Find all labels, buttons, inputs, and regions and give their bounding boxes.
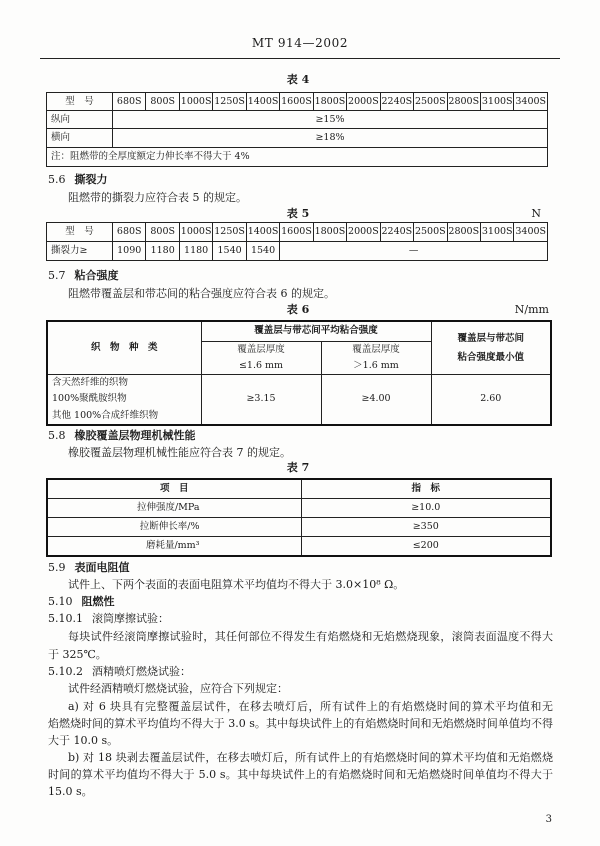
table-4-header-row [47,93,548,111]
clause-number: 5.7 [48,269,66,282]
clause-text: 阻燃带的撕裂力应符合表 5 的规定。 [68,191,247,204]
model-cell: 1800S [313,93,346,111]
row-value: ≥18% [113,129,548,148]
paragraph-line: 每块试件经滚筒摩擦试验时，其任何部位不得发生有焰燃烧和无焰燃烧现象，滚筒表面温度不得大 [68,630,553,643]
list-item-line: 时间的算术平均值均不得大于 5.0 s。其中每块试件上的有焰燃烧时间和无焰燃烧时间单值均不得大于 [48,768,553,781]
list-item-line: 15.0 s。 [48,785,93,798]
table-6-caption: 表 6 [286,303,310,316]
document-code: MT 914—2002 [251,36,349,50]
clause-number: 5.8 [48,429,66,442]
clause-intro: 试件经酒精喷灯燃烧试验，应符合下列规定： [68,682,288,695]
clause-number: 5.10 [48,595,73,608]
header-line: 粘合强度最小值 [457,351,525,363]
clause-heading [48,267,119,284]
model-cell: 2240S [380,93,413,111]
model-cell: 3400S [514,93,548,111]
dash-cell: — [280,242,548,261]
model-cell: 1800S [313,223,346,242]
model-cell: 2800S [447,223,480,242]
thin-cover-header [201,341,321,374]
list-item-line: a) 对 6 块具有完整覆盖层试件，在移去喷灯后，所有试件上的有焰燃烧时间的算术平均值和无 [68,700,553,713]
table-note: 注：阻燃带的全厚度额定力伸长率不得大于 4% [47,148,548,167]
value-cell: ≥10.0 [301,498,551,517]
model-cell: 2000S [347,93,380,111]
model-cell: 3100S [480,93,513,111]
clause-title: 粘合强度 [74,269,119,282]
model-cell: 1400S [246,223,279,242]
value-cell: 1540 [246,242,279,261]
model-cell: 3100S [480,223,513,242]
value-cell: 2.60 [431,374,551,425]
value-cell: ≤200 [301,536,551,556]
model-label: 型 号 [47,223,113,242]
clause-title: 撕裂力 [74,173,108,186]
header-line: 覆盖层厚度 [352,343,400,355]
value-cell: 1090 [113,242,146,261]
table-6 [46,320,552,426]
clause-heading [48,427,196,444]
table-4 [46,92,548,167]
fabric-item: 其他 100%合成纤维织物 [52,409,159,421]
header-line: ≤1.6 mm [238,359,284,371]
model-cell: 2000S [347,223,380,242]
table-7-caption: 表 7 [286,461,310,474]
model-cell: 1250S [213,223,246,242]
model-cell: 1600S [280,93,313,111]
fabric-type-header: 织 物 种 类 [47,321,201,374]
model-cell: 1000S [179,93,212,111]
fabric-item: 含天然纤维的织物 [52,376,129,388]
average-strength-header: 覆盖层与带芯间平均粘合强度 [201,321,431,341]
list-item-line: 大于 10.0 s。 [48,734,119,747]
item-cell: 拉伸强度/MPa [47,498,301,517]
table-7 [46,478,552,557]
model-cell: 2500S [414,223,447,242]
clause-title: 滚筒摩擦试验： [92,612,169,625]
clause-title: 表面电阻值 [74,561,130,574]
clause-heading [48,610,169,627]
page-number: 3 [545,814,552,825]
item-cell: 拉断伸长率/% [47,517,301,536]
table-5-header-row [47,223,548,242]
clause-number: 5.10.1 [48,612,83,625]
minimum-strength-header [431,321,551,374]
model-cell: 800S [146,223,179,242]
table-row [47,129,548,148]
header-line: 覆盖层厚度 [237,343,285,355]
clause-text: 试件上、下两个表面的表面电阻算术平均值均不得大于 3.0×10⁸ Ω。 [68,578,405,591]
list-item-line: 焰燃烧时间的算术平均值均不得大于 3.0 s。其中每块试件上的有焰燃烧时间和无焰燃烧时间单值均不得 [48,717,553,730]
table-note-row [47,148,548,167]
model-cell: 1400S [246,93,279,111]
clause-text: 阻燃带覆盖层和带芯间的粘合强度应符合表 6 的规定。 [68,287,335,300]
model-cell: 2500S [414,93,447,111]
table-6-unit: N/mm [514,303,549,316]
fabric-item: 100%聚酰胺织物 [52,393,127,404]
model-cell: 680S [113,223,146,242]
model-cell: 2800S [447,93,480,111]
model-label: 型 号 [47,93,113,111]
value-cell: 1540 [213,242,246,261]
table-row [47,374,551,425]
table-row [47,242,548,261]
clause-title: 阻燃性 [81,595,115,608]
list-item-line: b) 对 18 块剥去覆盖层试件，在移去喷灯后，所有试件上的有焰燃烧时间的算术平均值和无焰燃烧 [68,751,553,764]
clause-heading [48,559,130,576]
model-cell: 800S [146,93,179,111]
model-cell: 1250S [213,93,246,111]
row-label: 横向 [47,129,113,148]
value-cell: ≥350 [301,517,551,536]
model-cell: 2240S [380,223,413,242]
table-7-header-row [47,479,551,498]
table-6-header-row [47,321,551,341]
row-label: 撕裂力≥ [47,242,113,261]
row-value: ≥15% [113,111,548,129]
table-5 [46,222,548,261]
value-cell: ≥3.15 [201,374,321,425]
table-5-caption: 表 5 [286,207,310,220]
header-rule [40,58,560,59]
clause-title: 橡胶覆盖层物理机械性能 [74,429,196,442]
value-cell: 1180 [146,242,179,261]
value-cell: ≥4.00 [321,374,431,425]
table-4-caption: 表 4 [286,73,310,86]
model-cell: 1000S [179,223,212,242]
table-row [47,536,551,556]
clause-number: 5.9 [48,561,66,574]
clause-title: 酒精喷灯燃烧试验： [92,665,191,678]
clause-heading [48,663,191,680]
table-row [47,111,548,129]
model-cell: 3400S [514,223,548,242]
header-line: ＞1.6 mm [353,359,399,371]
clause-text: 橡胶覆盖层物理机械性能应符合表 7 的规定。 [68,446,291,459]
model-cell: 1600S [280,223,313,242]
table-5-unit: N [531,207,541,220]
table-row [47,498,551,517]
clause-number: 5.10.2 [48,665,83,678]
thick-cover-header [321,341,431,374]
value-header: 指 标 [301,479,551,498]
model-cell: 680S [113,93,146,111]
fabric-list [47,374,201,425]
item-cell: 磨耗量/mm³ [47,536,301,556]
value-cell: 1180 [179,242,212,261]
row-label: 纵向 [47,111,113,129]
paragraph-line: 于 325℃。 [48,648,107,661]
header-line: 覆盖层与带芯间 [457,332,525,344]
clause-heading [48,171,108,188]
clause-heading [48,593,115,610]
table-row [47,517,551,536]
clause-number: 5.6 [48,173,66,186]
item-header: 项 目 [47,479,301,498]
